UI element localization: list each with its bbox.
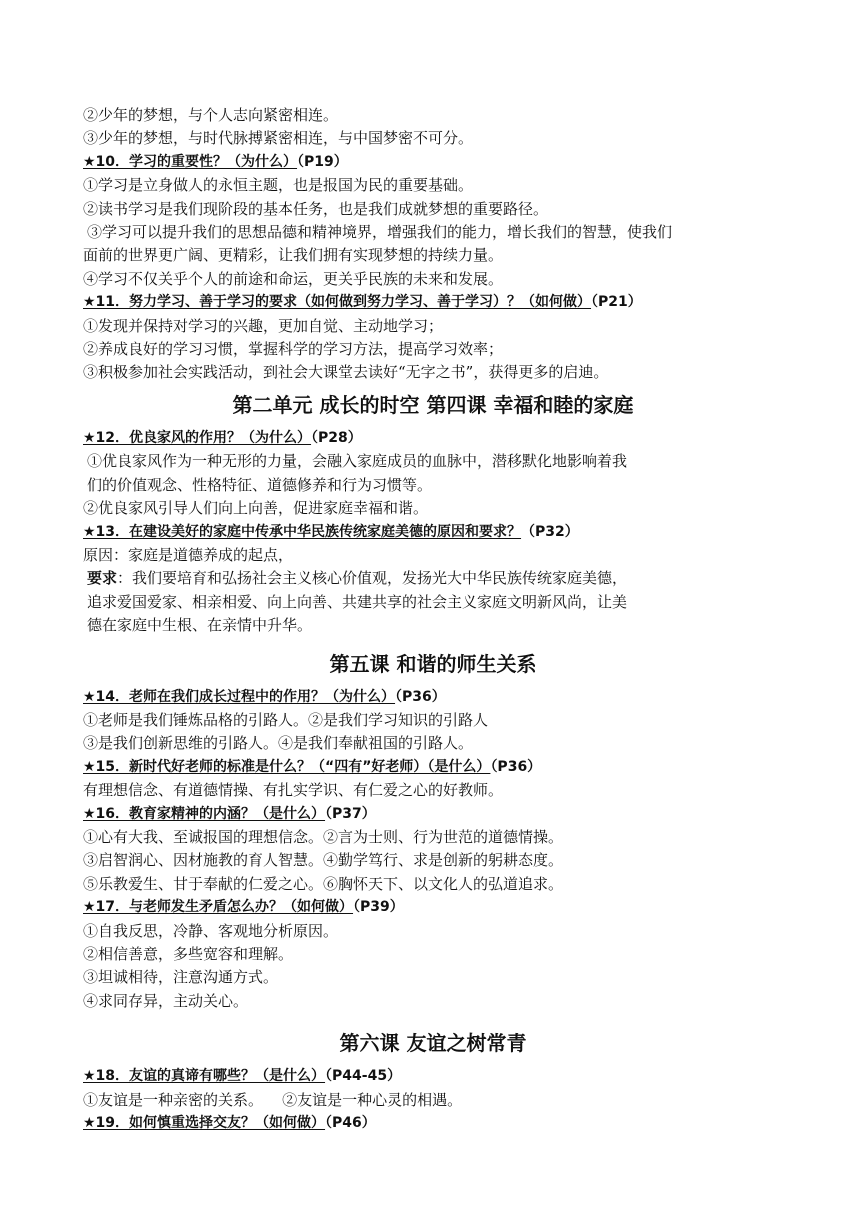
text-line: 德在家庭中生根、在亲情中升华。 bbox=[87, 616, 313, 635]
document-page bbox=[83, 104, 783, 1135]
text-line: ①优良家风作为一种无形的力量，会融入家庭成员的血脉中，潜移默化地影响着我 bbox=[87, 452, 628, 471]
text-line: ②读书学习是我们现阶段的基本任务，也是我们成就梦想的重要路径。 bbox=[83, 199, 549, 218]
question-title: ★17．与老师发生矛盾怎么办？（如何做） bbox=[83, 899, 354, 916]
text-line: ③积极参加社会实践活动，到社会大课堂去读好“无字之书”，获得更多的启迪。 bbox=[83, 363, 609, 382]
text-line: 有理想信念、有道德情操、有扎实学识、有仁爱之心的好教师。 bbox=[83, 781, 504, 800]
text-line: ①自我反思，冷静、客观地分析原因。 bbox=[83, 921, 339, 940]
question-title: ★13．在建设美好的家庭中传承中华民族传统家庭美德的原因和要求？ bbox=[83, 523, 522, 540]
question-heading-11 bbox=[83, 291, 783, 314]
question-heading-13 bbox=[83, 521, 783, 544]
page-ref: （P37） bbox=[325, 805, 376, 822]
question-heading-14 bbox=[83, 686, 783, 709]
question-title: ★19．如何慎重选择交友？（如何做） bbox=[83, 1115, 326, 1132]
page-ref: （P21） bbox=[591, 294, 642, 311]
text-line: ④学习不仅关乎个人的前途和命运，更关乎民族的未来和发展。 bbox=[83, 269, 504, 288]
text-line: 面前的世界更广阔、更精彩，让我们拥有实现梦想的持续力量。 bbox=[83, 246, 504, 265]
question-title: ★14．老师在我们成长过程中的作用？（为什么） bbox=[83, 688, 396, 705]
text-line: 们的价值观念、性格特征、道德修养和行为习惯等。 bbox=[87, 475, 433, 494]
question-heading-12 bbox=[83, 427, 783, 450]
text-line bbox=[83, 567, 783, 590]
question-heading-16 bbox=[83, 803, 783, 826]
page-ref: （P46） bbox=[325, 1115, 376, 1132]
text-line: 追求爱国爱家、相亲相爱、向上向善、共建共享的社会主义家庭文明新风尚，让美 bbox=[87, 592, 628, 611]
text-line: ③坦诚相待，注意沟通方式。 bbox=[83, 968, 279, 987]
page-ref: （P36） bbox=[395, 688, 446, 705]
text-line: ③少年的梦想，与时代脉搏紧密相连，与中国梦密不可分。 bbox=[83, 129, 474, 148]
text-line: ⑤乐教爱生、甘于奉献的仁爱之心。⑥胸怀天下、以文化人的弘道追求。 bbox=[83, 874, 564, 893]
section-heading-unit2: 第二单元 成长的时空 第四课 幸福和睦的家庭 bbox=[232, 392, 634, 417]
text-line: ③是我们创新思维的引路人。④是我们奉献祖国的引路人。 bbox=[83, 734, 474, 753]
section-heading-lesson6: 第六课 友谊之树常青 bbox=[339, 1031, 527, 1056]
question-title: ★11．努力学习、善于学习的要求（如何做到努力学习、善于学习）？（如何做） bbox=[83, 294, 592, 311]
text-line: ②少年的梦想，与个人志向紧密相连。 bbox=[83, 106, 339, 124]
text-line: ①学习是立身做人的永恒主题，也是报国为民的重要基础。 bbox=[83, 176, 474, 195]
text-line: ②优良家风引导人们向上向善，促进家庭幸福和谐。 bbox=[83, 499, 429, 518]
text-line: ③启智润心、因材施教的育人智慧。④勤学笃行、求是创新的躬耕态度。 bbox=[83, 851, 564, 870]
text-line: ①发现并保持对学习的兴趣，更加自觉、主动地学习； bbox=[83, 316, 444, 335]
page-ref: （P39） bbox=[353, 899, 404, 916]
question-heading-19 bbox=[83, 1112, 783, 1135]
question-title: ★10．学习的重要性？（为什么） bbox=[83, 153, 298, 170]
text-line: ①心有大我、至诚报国的理想信念。②言为士则、行为世范的道德情操。 bbox=[83, 827, 564, 846]
question-title: ★16．教育家精神的内涵？（是什么） bbox=[83, 805, 326, 822]
requirement-label: 要求 bbox=[87, 569, 118, 588]
section-heading-lesson5: 第五课 和谐的师生关系 bbox=[329, 651, 537, 676]
question-title: ★15．新时代好老师的标准是什么？（“四有”好老师）（是什么） bbox=[83, 758, 491, 775]
question-heading-18 bbox=[83, 1065, 783, 1088]
page-ref: （P32） bbox=[521, 523, 579, 540]
text-line: ②养成良好的学习习惯，掌握科学的学习方法，提高学习效率； bbox=[83, 340, 504, 359]
question-heading-17 bbox=[83, 896, 783, 919]
page-ref: （P44-45） bbox=[325, 1068, 402, 1085]
text-line: ①友谊是一种亲密的关系。 ②友谊是一种心灵的相遇。 bbox=[83, 1090, 463, 1109]
text-line: 原因：家庭是道德养成的起点， bbox=[83, 545, 294, 564]
text-line: ④求同存异，主动关心。 bbox=[83, 991, 249, 1010]
question-heading-15 bbox=[83, 756, 783, 779]
page-ref: （P36） bbox=[490, 758, 542, 775]
question-title: ★12．优良家风的作用？（为什么） bbox=[83, 429, 312, 446]
question-title: ★18．友谊的真谛有哪些？（是什么） bbox=[83, 1068, 326, 1085]
page-ref: （P19） bbox=[297, 153, 348, 170]
text-line: ③学习可以提升我们的思想品德和精神境界，增强我们的能力，增长我们的智慧，使我们 bbox=[87, 223, 673, 242]
text-line: ①老师是我们锤炼品格的引路人。②是我们学习知识的引路人 bbox=[83, 710, 489, 729]
page-ref: （P28） bbox=[311, 429, 362, 446]
text-line: ②相信善意，多些宽容和理解。 bbox=[83, 945, 294, 963]
question-heading-10 bbox=[83, 151, 783, 174]
requirement-text: ：我们要培育和弘扬社会主义核心价值观，发扬光大中华民族传统家庭美德， bbox=[117, 569, 628, 588]
